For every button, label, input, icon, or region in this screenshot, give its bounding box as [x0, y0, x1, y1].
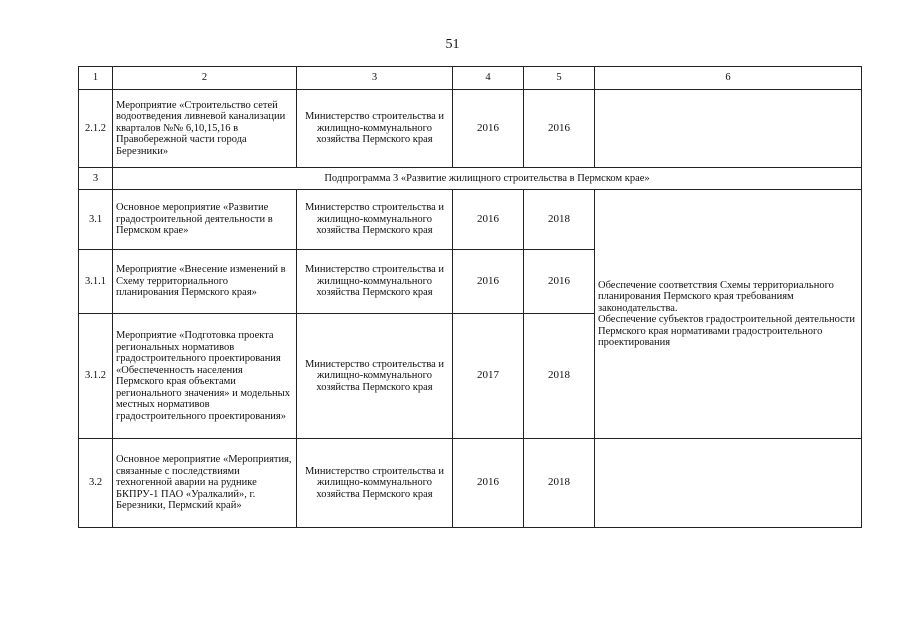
- subprogram-row: [79, 168, 862, 190]
- measure-name: Мероприятие «Внесение изменений в Схему территориального планирования Пермского края»: [113, 250, 297, 314]
- start-year: 2016: [453, 250, 524, 314]
- page-number: 51: [445, 37, 460, 52]
- subprogram-title: Подпрограмма 3 «Развитие жилищного строительства в Пермском крае»: [113, 168, 862, 190]
- header-col-5: 5: [524, 67, 595, 90]
- expected-result: [595, 90, 862, 168]
- start-year: 2016: [453, 90, 524, 168]
- end-year: 2016: [524, 90, 595, 168]
- row-number: 3.1: [79, 190, 113, 250]
- table-row: [79, 190, 862, 250]
- table-row: [79, 90, 862, 168]
- row-number: 3.2: [79, 439, 113, 528]
- table-row: [79, 439, 862, 528]
- header-col-3: 3: [297, 67, 453, 90]
- row-number: 2.1.2: [79, 90, 113, 168]
- start-year: 2016: [453, 439, 524, 528]
- start-year: 2016: [453, 190, 524, 250]
- expected-result: [595, 439, 862, 528]
- measure-name: Мероприятие «Строительство сетей водоотведения ливневой канализации кварталов №№ 6,10,15,16 в Правобережной части города Березники»: [113, 90, 297, 168]
- measures-table: [78, 66, 862, 528]
- row-number: 3: [79, 168, 113, 190]
- executor: Министерство строительства и жилищно-коммунального хозяйства Пермского края: [297, 90, 453, 168]
- end-year: 2018: [524, 439, 595, 528]
- row-number: 3.1.1: [79, 250, 113, 314]
- measure-name: Основное мероприятие «Развитие градостроительной деятельности в Пермском крае»: [113, 190, 297, 250]
- end-year: 2018: [524, 190, 595, 250]
- table-header-row: [79, 67, 862, 90]
- executor: Министерство строительства и жилищно-коммунального хозяйства Пермского края: [297, 250, 453, 314]
- start-year: 2017: [453, 314, 524, 439]
- measure-name: Мероприятие «Подготовка проекта региональных нормативов градостроительного проектирования «Обеспеченность населения Пермского края объектами регионального значения» и модельных местных нормативов градостроительного проектирования»: [113, 314, 297, 439]
- header-col-1: 1: [79, 67, 113, 90]
- end-year: 2018: [524, 314, 595, 439]
- header-col-2: 2: [113, 67, 297, 90]
- merged-result-text: Обеспечение соответствия Схемы территориального планирования Пермского края требованиям законодательства. Обеспечение субъектов градостроительной деятельности Пермского края нормативами градостроительного проектирования: [598, 279, 855, 348]
- header-col-4: 4: [453, 67, 524, 90]
- executor: Министерство строительства и жилищно-коммунального хозяйства Пермского края: [297, 190, 453, 250]
- end-year: 2016: [524, 250, 595, 314]
- header-col-6: 6: [595, 67, 862, 90]
- measure-name: Основное мероприятие «Мероприятия, связанные с последствиями техногенной аварии на руднике БКПРУ-1 ПАО «Уралкалий», г. Березники, Пермский край»: [113, 439, 297, 528]
- row-number: 3.1.2: [79, 314, 113, 439]
- executor: Министерство строительства и жилищно-коммунального хозяйства Пермского края: [297, 439, 453, 528]
- expected-result: [595, 190, 862, 439]
- executor: Министерство строительства и жилищно-коммунального хозяйства Пермского края: [297, 314, 453, 439]
